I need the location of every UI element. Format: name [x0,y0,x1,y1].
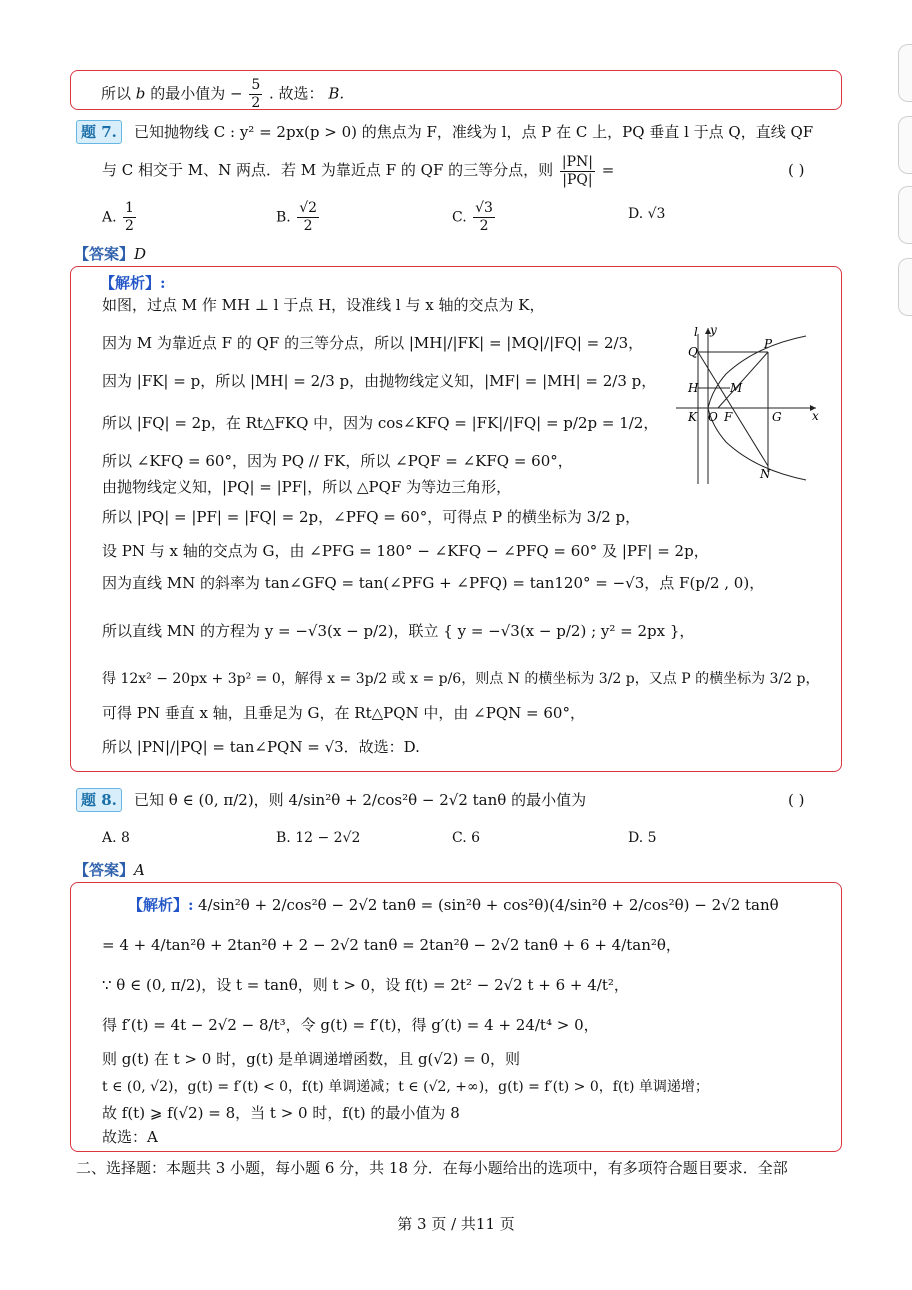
prev-choice: B. [328,84,345,103]
fig-label-g: G [772,410,782,424]
fig-label-m: M [730,381,743,395]
q7-line2-eq: = [601,161,615,179]
fig-label-k: K [688,410,697,424]
q7-analysis-label: 【解析】: [100,274,166,292]
q8-analysis-line-4: 得 f′(t) = 4t − 2√2 − 8/t³，令 g(t) = f′(t)，得 g′(t) = 4 + 24/t⁴ > 0， [102,1016,599,1034]
question-8-label: 题 8. [76,788,122,812]
prev-text-mid: 的最小值为 − [150,84,243,103]
q7-analysis-line-9: 因为直线 MN 的斜率为 tan∠GFQ = tan(∠PFG + ∠PFQ) = tan120° = −√3，点 F(p/2 , 0)， [102,574,765,592]
page-footer: 第 3 页 / 共11 页 [397,1215,515,1233]
q8-analysis-line-7: 故 f(t) ⩾ f(√2) = 8，当 t > 0 时，f(t) 的最小值为 8 [102,1104,460,1122]
q7-analysis-line-13: 所以 |PN|/|PQ| = tan∠PQN = √3．故选：D. [102,738,420,756]
q8-option-a[interactable]: A. 8 [102,830,130,846]
prev-frac: $\frac{5}{2}$ [251,77,261,111]
side-tab-3[interactable] [898,186,912,244]
fig-label-p: P [764,337,773,351]
q7-analysis-line-12: 可得 PN 垂直 x 轴，且垂足为 G，在 Rt△PQN 中，由 ∠PQN = 60°， [102,704,585,722]
fig-label-x: x [812,409,819,423]
q7-option-c[interactable]: C. $\frac{√3}{2}$ [452,200,493,234]
q7-option-d[interactable]: D. √3 [628,206,666,222]
q7-analysis-line-7: 所以 |PQ| = |PF| = |FQ| = 2p，∠PFQ = 60°，可得点 P 的横坐标为 3/2 p， [102,508,641,526]
side-tab-4[interactable] [898,258,912,316]
question-7-label: 题 7. [76,120,122,144]
prev-text-prefix: 所以 [101,84,132,103]
q8-option-d[interactable]: D. 5 [628,830,657,846]
q8-answer-paren: ( ) [788,791,805,809]
q7-analysis-line-11: 得 12x² − 20px + 3p² = 0，解得 x = 3p/2 或 x = p/6，则点 N 的横坐标为 3/2 p，又点 P 的横坐标为 3/2 p， [102,671,820,687]
fig-label-q: Q [688,345,698,359]
fig-label-o: O [708,410,718,424]
parabola-figure [676,322,826,490]
q7-option-a[interactable]: A. $\frac{1}{2}$ [102,200,134,234]
q7-line2-text: 与 C 相交于 M、N 两点．若 M 为靠近点 F 的 QF 的三等分点，则 [102,161,554,179]
prev-answer-line [101,77,345,111]
q7-analysis-line-6: 由抛物线定义知，|PQ| = |PF|，所以 △PQF 为等边三角形， [102,478,512,496]
q7-stem-frac: $\frac{|PN|}{|PQ|}$ [561,153,594,188]
q7-stem-line2 [102,150,614,190]
fig-label-y: y [710,323,717,337]
fig-label-n: N [760,467,771,481]
prev-text-end: . 故选： [269,84,324,103]
q8-analysis-line-5: 则 g(t) 在 t > 0 时，g(t) 是单调递增函数，且 g(√2) = 0，则 [102,1050,521,1068]
q7-option-b[interactable]: B. $\frac{√2}{2}$ [276,200,318,234]
fig-label-l: l [694,325,698,339]
q8-analysis-line-8: 故选：A [102,1128,158,1146]
q8-option-c[interactable]: C. 6 [452,830,481,846]
fig-label-f: F [724,410,733,424]
q7-answer-paren: ( ) [788,161,805,179]
side-tab-1[interactable] [898,44,912,102]
q7-stem-line1: 已知抛物线 C : y² = 2px(p > 0) 的焦点为 F，准线为 l，点 P 在 C 上，PQ 垂直 l 于点 Q，直线 QF [134,123,814,141]
q7-analysis-line-3: 因为 |FK| = p，所以 |MH| = 2/3 p，由抛物线定义知，|MF| = |MH| = 2/3 p， [102,372,657,390]
q7-analysis-line-5: 所以 ∠KFQ = 60°，因为 PQ // FK，所以 ∠PQF = ∠KFQ = 60°， [102,452,573,470]
fig-label-h: H [688,381,699,395]
q8-stem: 已知 θ ∈ (0, π/2)，则 4/sin²θ + 2/cos²θ − 2√2 tanθ 的最小值为 [134,791,587,809]
prev-var-b: b [135,84,146,103]
q7-analysis-line-8: 设 PN 与 x 轴的交点为 G，由 ∠PFG = 180° − ∠KFQ − ∠PFQ = 60° 及 |PF| = 2p， [102,542,709,560]
q7-analysis-line-10: 所以直线 MN 的方程为 y = −√3(x − p/2)，联立 { y = −√3(x − p/2) ; y² = 2px }， [102,622,695,640]
q7-analysis-line-4: 所以 |FQ| = 2p，在 Rt△FKQ 中，因为 cos∠KFQ = |FK|/|FQ| = p/2p = 1/2， [102,414,659,432]
q8-analysis-line-6: t ∈ (0, √2)，g(t) = f′(t) < 0，f(t) 单调递减；t ∈ (√2, +∞)，g(t) = f′(t) > 0，f(t) 单调递增； [102,1079,709,1095]
q8-analysis-line-3: ∵ θ ∈ (0, π/2)，设 t = tanθ，则 t > 0，设 f(t) = 2t² − 2√2 t + 6 + 4/t²， [102,976,629,994]
q8-analysis-line-1: 4/sin²θ + 2/cos²θ − 2√2 tanθ = (sin²θ + cos²θ)(4/sin²θ + 2/cos²θ) − 2√2 tanθ [198,896,779,914]
q8-answer: 【答案】A [74,861,145,879]
prev-answer-box [70,70,842,110]
q8-option-b[interactable]: B. 12 − 2√2 [276,830,361,846]
side-tab-2[interactable] [898,116,912,174]
q8-analysis-label: 【解析】: [128,896,194,914]
q8-analysis-line-2: = 4 + 4/tan²θ + 2tan²θ + 2 − 2√2 tanθ = 2tan²θ − 2√2 tanθ + 6 + 4/tan²θ， [102,936,681,954]
section-2-heading: 二、选择题：本题共 3 小题，每小题 6 分，共 18 分．在每小题给出的选项中，有多项符合题目要求．全部 [76,1159,788,1177]
q7-answer: 【答案】D [74,245,147,263]
q7-analysis-line-1: 如图，过点 M 作 MH ⊥ l 于点 H，设准线 l 与 x 轴的交点为 K， [102,296,545,314]
q7-analysis-line-2: 因为 M 为靠近点 F 的 QF 的三等分点，所以 |MH|/|FK| = |MQ|/|FQ| = 2/3， [102,334,644,352]
